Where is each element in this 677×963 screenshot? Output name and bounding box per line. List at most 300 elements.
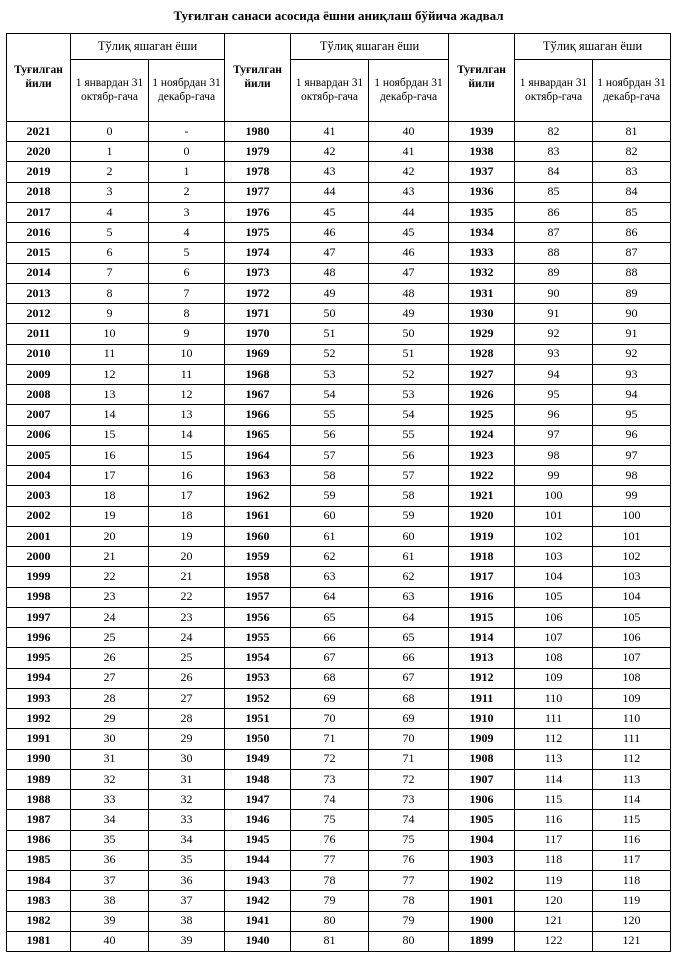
age-jan-oct-cell: 101 xyxy=(515,506,593,526)
age-nov-dec-cell: 55 xyxy=(369,425,449,445)
age-nov-dec-cell: 116 xyxy=(593,830,671,850)
age-nov-dec-cell: 70 xyxy=(369,729,449,749)
birth-year-cell: 1905 xyxy=(449,810,515,830)
age-jan-oct-cell: 102 xyxy=(515,526,593,546)
age-nov-dec-cell: 108 xyxy=(593,668,671,688)
age-jan-oct-cell: 116 xyxy=(515,810,593,830)
table-row xyxy=(7,142,671,162)
age-nov-dec-cell: 89 xyxy=(593,283,671,303)
age-nov-dec-cell: 73 xyxy=(369,790,449,810)
age-jan-oct-cell: 33 xyxy=(71,790,149,810)
table-row xyxy=(7,486,671,506)
birth-year-cell: 1977 xyxy=(225,182,291,202)
table-row xyxy=(7,506,671,526)
age-nov-dec-cell: 47 xyxy=(369,263,449,283)
age-nov-dec-cell: 120 xyxy=(593,911,671,931)
age-nov-dec-cell: 98 xyxy=(593,466,671,486)
birth-year-cell: 2019 xyxy=(7,162,71,182)
sub-header-nov-dec-2: 1 ноябрдан 31 декабр-гача xyxy=(369,60,449,122)
age-nov-dec-cell: 72 xyxy=(369,769,449,789)
age-nov-dec-cell: 115 xyxy=(593,810,671,830)
birth-year-cell: 1997 xyxy=(7,607,71,627)
table-row xyxy=(7,202,671,222)
age-nov-dec-cell: 44 xyxy=(369,202,449,222)
birth-year-cell: 1959 xyxy=(225,547,291,567)
sub-header-nov-dec-3: 1 ноябрдан 31 декабр-гача xyxy=(593,60,671,122)
birth-year-cell: 1989 xyxy=(7,769,71,789)
age-jan-oct-cell: 30 xyxy=(71,729,149,749)
age-jan-oct-cell: 50 xyxy=(291,304,369,324)
age-jan-oct-cell: 22 xyxy=(71,567,149,587)
age-nov-dec-cell: 32 xyxy=(149,790,225,810)
age-nov-dec-cell: - xyxy=(149,122,225,142)
age-jan-oct-cell: 45 xyxy=(291,202,369,222)
birth-year-cell: 1927 xyxy=(449,364,515,384)
birth-year-cell: 2000 xyxy=(7,547,71,567)
birth-year-cell: 1973 xyxy=(225,263,291,283)
age-nov-dec-cell: 37 xyxy=(149,891,225,911)
age-nov-dec-cell: 56 xyxy=(369,445,449,465)
age-nov-dec-cell: 71 xyxy=(369,749,449,769)
age-nov-dec-cell: 58 xyxy=(369,486,449,506)
age-nov-dec-cell: 74 xyxy=(369,810,449,830)
age-jan-oct-cell: 27 xyxy=(71,668,149,688)
birth-year-cell: 1961 xyxy=(225,506,291,526)
birth-year-cell: 1944 xyxy=(225,850,291,870)
age-jan-oct-cell: 79 xyxy=(291,891,369,911)
table-row xyxy=(7,425,671,445)
age-nov-dec-cell: 46 xyxy=(369,243,449,263)
age-jan-oct-cell: 8 xyxy=(71,283,149,303)
table-row xyxy=(7,729,671,749)
birth-year-cell: 1922 xyxy=(449,466,515,486)
age-jan-oct-cell: 56 xyxy=(291,425,369,445)
age-nov-dec-cell: 111 xyxy=(593,729,671,749)
birth-year-cell: 1998 xyxy=(7,587,71,607)
birth-year-cell: 1949 xyxy=(225,749,291,769)
age-jan-oct-cell: 20 xyxy=(71,526,149,546)
age-jan-oct-cell: 99 xyxy=(515,466,593,486)
table-row xyxy=(7,283,671,303)
age-jan-oct-cell: 94 xyxy=(515,364,593,384)
age-nov-dec-cell: 17 xyxy=(149,486,225,506)
table-row xyxy=(7,911,671,931)
birth-year-cell: 1908 xyxy=(449,749,515,769)
age-jan-oct-cell: 34 xyxy=(71,810,149,830)
birth-year-cell: 1962 xyxy=(225,486,291,506)
age-jan-oct-cell: 87 xyxy=(515,223,593,243)
age-jan-oct-cell: 7 xyxy=(71,263,149,283)
age-nov-dec-cell: 50 xyxy=(369,324,449,344)
age-nov-dec-cell: 34 xyxy=(149,830,225,850)
birth-year-cell: 1986 xyxy=(7,830,71,850)
birth-year-cell: 1912 xyxy=(449,668,515,688)
age-jan-oct-cell: 3 xyxy=(71,182,149,202)
age-nov-dec-cell: 67 xyxy=(369,668,449,688)
age-jan-oct-cell: 109 xyxy=(515,668,593,688)
birth-year-cell: 1965 xyxy=(225,425,291,445)
age-jan-oct-cell: 91 xyxy=(515,304,593,324)
age-jan-oct-cell: 112 xyxy=(515,729,593,749)
birth-year-cell: 1903 xyxy=(449,850,515,870)
birth-year-cell: 1979 xyxy=(225,142,291,162)
age-jan-oct-cell: 18 xyxy=(71,486,149,506)
age-nov-dec-cell: 42 xyxy=(369,162,449,182)
age-nov-dec-cell: 65 xyxy=(369,628,449,648)
age-nov-dec-cell: 61 xyxy=(369,547,449,567)
age-nov-dec-cell: 14 xyxy=(149,425,225,445)
age-jan-oct-cell: 39 xyxy=(71,911,149,931)
age-nov-dec-cell: 27 xyxy=(149,688,225,708)
age-jan-oct-cell: 106 xyxy=(515,607,593,627)
age-nov-dec-cell: 31 xyxy=(149,769,225,789)
table-row xyxy=(7,304,671,324)
age-jan-oct-cell: 117 xyxy=(515,830,593,850)
age-nov-dec-cell: 12 xyxy=(149,385,225,405)
age-nov-dec-cell: 82 xyxy=(593,142,671,162)
birth-year-cell: 1920 xyxy=(449,506,515,526)
age-jan-oct-cell: 93 xyxy=(515,344,593,364)
age-nov-dec-cell: 80 xyxy=(369,931,449,951)
birth-year-cell: 1918 xyxy=(449,547,515,567)
age-nov-dec-cell: 113 xyxy=(593,769,671,789)
age-jan-oct-cell: 73 xyxy=(291,769,369,789)
age-jan-oct-cell: 2 xyxy=(71,162,149,182)
age-nov-dec-cell: 13 xyxy=(149,405,225,425)
birth-year-cell: 1911 xyxy=(449,688,515,708)
age-nov-dec-cell: 121 xyxy=(593,931,671,951)
age-jan-oct-cell: 52 xyxy=(291,344,369,364)
age-jan-oct-cell: 13 xyxy=(71,385,149,405)
birth-year-cell: 1963 xyxy=(225,466,291,486)
birth-year-cell: 2018 xyxy=(7,182,71,202)
age-nov-dec-cell: 25 xyxy=(149,648,225,668)
age-nov-dec-cell: 1 xyxy=(149,162,225,182)
age-nov-dec-cell: 9 xyxy=(149,324,225,344)
table-row xyxy=(7,668,671,688)
birth-year-cell: 1955 xyxy=(225,628,291,648)
age-jan-oct-cell: 37 xyxy=(71,871,149,891)
age-nov-dec-cell: 77 xyxy=(369,871,449,891)
age-jan-oct-cell: 54 xyxy=(291,385,369,405)
age-nov-dec-cell: 51 xyxy=(369,344,449,364)
age-nov-dec-cell: 45 xyxy=(369,223,449,243)
age-nov-dec-cell: 97 xyxy=(593,445,671,465)
age-nov-dec-cell: 60 xyxy=(369,526,449,546)
age-jan-oct-cell: 111 xyxy=(515,709,593,729)
age-jan-oct-cell: 86 xyxy=(515,202,593,222)
age-jan-oct-cell: 4 xyxy=(71,202,149,222)
age-jan-oct-cell: 66 xyxy=(291,628,369,648)
table-row xyxy=(7,567,671,587)
year-header-2: Туғилган йили xyxy=(225,34,291,122)
birth-year-cell: 1999 xyxy=(7,567,71,587)
age-jan-oct-cell: 114 xyxy=(515,769,593,789)
birth-year-cell: 1938 xyxy=(449,142,515,162)
age-jan-oct-cell: 26 xyxy=(71,648,149,668)
birth-year-cell: 1946 xyxy=(225,810,291,830)
sub-header-jan-oct-2: 1 январдан 31 октябр-гача xyxy=(291,60,369,122)
age-nov-dec-cell: 83 xyxy=(593,162,671,182)
age-jan-oct-cell: 44 xyxy=(291,182,369,202)
age-nov-dec-cell: 35 xyxy=(149,850,225,870)
age-jan-oct-cell: 65 xyxy=(291,607,369,627)
age-jan-oct-cell: 15 xyxy=(71,425,149,445)
table-row xyxy=(7,547,671,567)
table-row xyxy=(7,688,671,708)
age-nov-dec-cell: 39 xyxy=(149,931,225,951)
age-jan-oct-cell: 88 xyxy=(515,243,593,263)
age-jan-oct-cell: 21 xyxy=(71,547,149,567)
birth-year-cell: 1953 xyxy=(225,668,291,688)
birth-year-cell: 2020 xyxy=(7,142,71,162)
age-jan-oct-cell: 83 xyxy=(515,142,593,162)
birth-year-cell: 1988 xyxy=(7,790,71,810)
age-jan-oct-cell: 80 xyxy=(291,911,369,931)
age-nov-dec-cell: 4 xyxy=(149,223,225,243)
birth-year-cell: 1982 xyxy=(7,911,71,931)
birth-year-cell: 2010 xyxy=(7,344,71,364)
table-row xyxy=(7,648,671,668)
birth-year-cell: 1950 xyxy=(225,729,291,749)
age-jan-oct-cell: 118 xyxy=(515,850,593,870)
birth-year-cell: 1917 xyxy=(449,567,515,587)
birth-year-cell: 1976 xyxy=(225,202,291,222)
age-jan-oct-cell: 48 xyxy=(291,263,369,283)
birth-year-cell: 2004 xyxy=(7,466,71,486)
table-row xyxy=(7,931,671,951)
age-jan-oct-cell: 82 xyxy=(515,122,593,142)
age-jan-oct-cell: 24 xyxy=(71,607,149,627)
birth-year-cell: 1909 xyxy=(449,729,515,749)
birth-year-cell: 1980 xyxy=(225,122,291,142)
age-jan-oct-cell: 78 xyxy=(291,871,369,891)
age-jan-oct-cell: 61 xyxy=(291,526,369,546)
age-nov-dec-cell: 36 xyxy=(149,871,225,891)
birth-year-cell: 1952 xyxy=(225,688,291,708)
age-jan-oct-cell: 1 xyxy=(71,142,149,162)
age-nov-dec-cell: 64 xyxy=(369,607,449,627)
age-jan-oct-cell: 64 xyxy=(291,587,369,607)
age-jan-oct-cell: 43 xyxy=(291,162,369,182)
age-nov-dec-cell: 91 xyxy=(593,324,671,344)
table-row xyxy=(7,871,671,891)
age-jan-oct-cell: 72 xyxy=(291,749,369,769)
age-nov-dec-cell: 103 xyxy=(593,567,671,587)
birth-year-cell: 1915 xyxy=(449,607,515,627)
birth-year-cell: 1943 xyxy=(225,871,291,891)
birth-year-cell: 1991 xyxy=(7,729,71,749)
age-nov-dec-cell: 30 xyxy=(149,749,225,769)
age-nov-dec-cell: 24 xyxy=(149,628,225,648)
age-nov-dec-cell: 54 xyxy=(369,405,449,425)
age-nov-dec-cell: 48 xyxy=(369,283,449,303)
table-row xyxy=(7,466,671,486)
age-jan-oct-cell: 31 xyxy=(71,749,149,769)
age-jan-oct-cell: 104 xyxy=(515,567,593,587)
age-nov-dec-cell: 21 xyxy=(149,567,225,587)
table-row xyxy=(7,243,671,263)
birth-year-cell: 1992 xyxy=(7,709,71,729)
age-jan-oct-cell: 42 xyxy=(291,142,369,162)
birth-year-cell: 1956 xyxy=(225,607,291,627)
age-nov-dec-cell: 92 xyxy=(593,344,671,364)
birth-year-cell: 1948 xyxy=(225,769,291,789)
age-nov-dec-cell: 76 xyxy=(369,850,449,870)
birth-year-cell: 2017 xyxy=(7,202,71,222)
birth-year-cell: 2005 xyxy=(7,445,71,465)
table-row xyxy=(7,182,671,202)
age-jan-oct-cell: 51 xyxy=(291,324,369,344)
table-row xyxy=(7,850,671,870)
age-jan-oct-cell: 63 xyxy=(291,567,369,587)
age-nov-dec-cell: 114 xyxy=(593,790,671,810)
age-jan-oct-cell: 17 xyxy=(71,466,149,486)
table-row xyxy=(7,445,671,465)
birth-year-cell: 1937 xyxy=(449,162,515,182)
birth-year-cell: 1904 xyxy=(449,830,515,850)
age-jan-oct-cell: 59 xyxy=(291,486,369,506)
age-jan-oct-cell: 119 xyxy=(515,871,593,891)
birth-year-cell: 1923 xyxy=(449,445,515,465)
age-nov-dec-cell: 28 xyxy=(149,709,225,729)
birth-year-cell: 1933 xyxy=(449,243,515,263)
age-nov-dec-cell: 101 xyxy=(593,526,671,546)
age-jan-oct-cell: 95 xyxy=(515,385,593,405)
birth-year-cell: 1932 xyxy=(449,263,515,283)
age-jan-oct-cell: 32 xyxy=(71,769,149,789)
birth-year-cell: 1940 xyxy=(225,931,291,951)
birth-year-cell: 1902 xyxy=(449,871,515,891)
age-jan-oct-cell: 0 xyxy=(71,122,149,142)
age-jan-oct-cell: 71 xyxy=(291,729,369,749)
year-header-1: Туғилган йили xyxy=(7,34,71,122)
year-header-3: Туғилган йили xyxy=(449,34,515,122)
age-nov-dec-cell: 8 xyxy=(149,304,225,324)
birth-year-cell: 1934 xyxy=(449,223,515,243)
age-jan-oct-cell: 28 xyxy=(71,688,149,708)
table-row xyxy=(7,263,671,283)
full-age-header-3: Тўлиқ яшаган ёши xyxy=(515,34,671,60)
sub-header-jan-oct-1: 1 январдан 31 октябр-гача xyxy=(71,60,149,122)
age-jan-oct-cell: 92 xyxy=(515,324,593,344)
age-nov-dec-cell: 85 xyxy=(593,202,671,222)
age-nov-dec-cell: 106 xyxy=(593,628,671,648)
birth-year-cell: 1975 xyxy=(225,223,291,243)
age-nov-dec-cell: 118 xyxy=(593,871,671,891)
age-nov-dec-cell: 69 xyxy=(369,709,449,729)
table-row xyxy=(7,607,671,627)
age-jan-oct-cell: 70 xyxy=(291,709,369,729)
table-row xyxy=(7,628,671,648)
birth-year-cell: 1942 xyxy=(225,891,291,911)
age-jan-oct-cell: 108 xyxy=(515,648,593,668)
age-nov-dec-cell: 87 xyxy=(593,243,671,263)
age-nov-dec-cell: 99 xyxy=(593,486,671,506)
age-nov-dec-cell: 20 xyxy=(149,547,225,567)
birth-year-cell: 1984 xyxy=(7,871,71,891)
birth-year-cell: 2013 xyxy=(7,283,71,303)
age-nov-dec-cell: 117 xyxy=(593,850,671,870)
birth-year-cell: 1913 xyxy=(449,648,515,668)
age-nov-dec-cell: 79 xyxy=(369,911,449,931)
birth-year-cell: 1951 xyxy=(225,709,291,729)
birth-year-cell: 1972 xyxy=(225,283,291,303)
birth-year-cell: 1969 xyxy=(225,344,291,364)
age-jan-oct-cell: 29 xyxy=(71,709,149,729)
age-nov-dec-cell: 19 xyxy=(149,526,225,546)
age-nov-dec-cell: 90 xyxy=(593,304,671,324)
age-nov-dec-cell: 68 xyxy=(369,688,449,708)
age-nov-dec-cell: 11 xyxy=(149,364,225,384)
age-nov-dec-cell: 75 xyxy=(369,830,449,850)
age-jan-oct-cell: 55 xyxy=(291,405,369,425)
age-jan-oct-cell: 81 xyxy=(291,931,369,951)
age-jan-oct-cell: 47 xyxy=(291,243,369,263)
age-nov-dec-cell: 2 xyxy=(149,182,225,202)
birth-year-cell: 2003 xyxy=(7,486,71,506)
age-jan-oct-cell: 105 xyxy=(515,587,593,607)
age-nov-dec-cell: 84 xyxy=(593,182,671,202)
birth-year-cell: 2015 xyxy=(7,243,71,263)
age-jan-oct-cell: 74 xyxy=(291,790,369,810)
birth-year-cell: 1931 xyxy=(449,283,515,303)
table-row xyxy=(7,162,671,182)
age-nov-dec-cell: 78 xyxy=(369,891,449,911)
age-jan-oct-cell: 100 xyxy=(515,486,593,506)
birth-year-cell: 1945 xyxy=(225,830,291,850)
age-nov-dec-cell: 95 xyxy=(593,405,671,425)
birth-year-cell: 1987 xyxy=(7,810,71,830)
age-nov-dec-cell: 57 xyxy=(369,466,449,486)
age-jan-oct-cell: 103 xyxy=(515,547,593,567)
birth-year-cell: 1971 xyxy=(225,304,291,324)
age-jan-oct-cell: 35 xyxy=(71,830,149,850)
age-nov-dec-cell: 7 xyxy=(149,283,225,303)
birth-year-cell: 1929 xyxy=(449,324,515,344)
age-nov-dec-cell: 0 xyxy=(149,142,225,162)
age-nov-dec-cell: 29 xyxy=(149,729,225,749)
age-jan-oct-cell: 110 xyxy=(515,688,593,708)
birth-year-cell: 1906 xyxy=(449,790,515,810)
birth-year-cell: 2012 xyxy=(7,304,71,324)
age-nov-dec-cell: 49 xyxy=(369,304,449,324)
age-nov-dec-cell: 96 xyxy=(593,425,671,445)
age-jan-oct-cell: 11 xyxy=(71,344,149,364)
page-title: Туғилган санаси асосида ёшни аниқлаш бўйича жадвал xyxy=(173,8,504,23)
age-jan-oct-cell: 67 xyxy=(291,648,369,668)
age-jan-oct-cell: 85 xyxy=(515,182,593,202)
age-jan-oct-cell: 40 xyxy=(71,931,149,951)
age-jan-oct-cell: 46 xyxy=(291,223,369,243)
table-row xyxy=(7,587,671,607)
birth-year-cell: 1921 xyxy=(449,486,515,506)
birth-year-cell: 1919 xyxy=(449,526,515,546)
age-jan-oct-cell: 75 xyxy=(291,810,369,830)
age-nov-dec-cell: 22 xyxy=(149,587,225,607)
age-nov-dec-cell: 18 xyxy=(149,506,225,526)
table-body xyxy=(7,122,671,952)
birth-year-cell: 1925 xyxy=(449,405,515,425)
birth-year-cell: 2007 xyxy=(7,405,71,425)
age-nov-dec-cell: 86 xyxy=(593,223,671,243)
birth-year-cell: 1964 xyxy=(225,445,291,465)
age-nov-dec-cell: 15 xyxy=(149,445,225,465)
birth-year-cell: 2014 xyxy=(7,263,71,283)
age-nov-dec-cell: 33 xyxy=(149,810,225,830)
age-nov-dec-cell: 100 xyxy=(593,506,671,526)
birth-year-cell: 1901 xyxy=(449,891,515,911)
